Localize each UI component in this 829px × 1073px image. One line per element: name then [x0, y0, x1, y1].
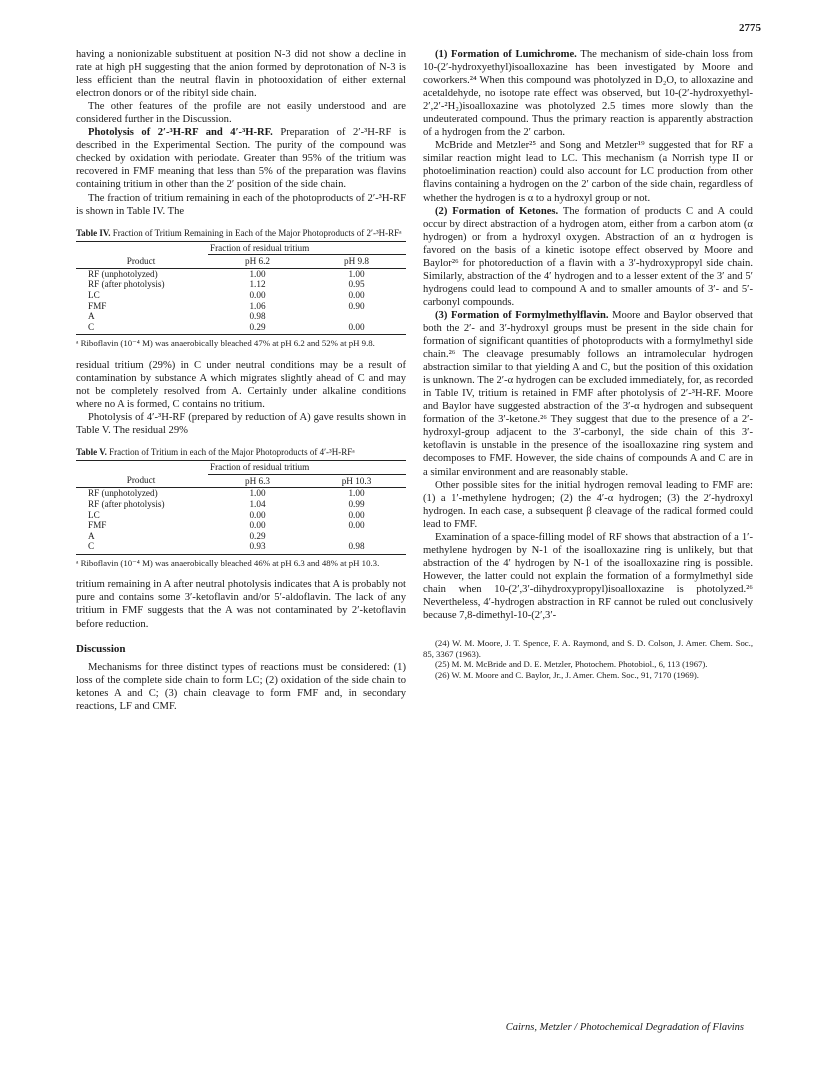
paragraph: having a nonionizable substituent at position N-3 did not show a decline in rate at high pH suggesting that the anion formed by deprotonation of N-3 is less efficient than the neutral flavin in photooxidation of either external electron donors or of the ribityl side chain. — [76, 49, 406, 100]
paragraph: tritium remaining in A after neutral photolysis indicates that A is probably not pure and contains some 3′-ketoflavin and/or 5′-aldoflavin. The lack of any tritium in FMF suggests that the A was not contaminated by 2′-ketoflavin before reduction. — [76, 579, 406, 630]
paragraph-text: The mechanism of side-chain loss from 10-(2′-hydroxyethyl)isoalloxazine has been investigated by Moore and coworkers.²⁴ When this compound was photolyzed in D₂O, to alloxazine and acetaldehyde, no isotope rate effect was observed, but 10-(2′-hydroxyethyl-2′,2′-²H₂)isoalloxazine was photolyzed 2.5 times more slowly than the undeuterated compound. Thus the primary reaction is apparently abstraction of a hydrogen from the 2′ carbon. — [423, 49, 753, 139]
table-row — [76, 510, 406, 521]
paragraph-text: The formation of products C and A could occur by direct abstraction of a hydrogen atom, either from a carbon atom (α hydrogen) or from a hydroxyl oxygen. Abstraction of an α hydrogen is favored on the basis of a kinetic isotope effect observed by Moore and Baylor²⁶ for photoreduction of a flavin with a 3′-hydroxypropyl side chain. Similarly, abstraction of the 4′ hydrogen and to a lesser extent of the 3′ and 5′ hydrogens could lead to compound A and to smaller amounts of 3′- and 5′-carbonyl compounds. — [423, 205, 753, 308]
table-caption — [76, 447, 406, 458]
left-column — [76, 48, 406, 713]
table — [76, 241, 406, 336]
table-header: Product — [76, 474, 208, 488]
paragraph — [76, 126, 406, 191]
table-row — [76, 290, 406, 301]
table-cell: 1.00 — [249, 268, 266, 279]
table-row — [76, 279, 406, 290]
table-cell: C — [76, 541, 208, 554]
table-footnote: ᵃ Riboflavin (10⁻⁴ M) was anaerobically bleached 46% at pH 6.3 and 48% at pH 10.3. — [76, 557, 380, 568]
table-cell: 1.00 — [348, 488, 365, 499]
references — [423, 638, 753, 680]
paragraph: McBride and Metzler²⁵ and Song and Metzler¹⁹ suggested that for RF a similar reaction might lead to LC. This mechanism (a Norrish type II or photoelimination reaction) could also account for LC production from other flavins containing a hydrogen on the 2′ carbon of the side chain, regardless of whether the hydrogen is α to a hydroxyl group or not. — [423, 140, 753, 204]
table-cell: 0.93 — [208, 541, 307, 554]
table-cell: 1.04 — [249, 498, 266, 509]
table-row — [76, 520, 406, 531]
table-header-group: Fraction of residual tritium — [208, 241, 406, 255]
paragraph — [423, 205, 753, 309]
page-footer: Cairns, Metzler / Photochemical Degradation of Flavins — [505, 1022, 744, 1033]
page-number: 2775 — [739, 22, 761, 34]
table-label: Table V. — [76, 447, 107, 458]
table-header: pH 6.2 — [208, 255, 307, 269]
table-header: Product — [76, 255, 208, 269]
paragraph-text: Moore and Baylor observed that both the 2′- and 3′-hydroxyl groups must be present in the side chain for formation of significant quantities of photoproducts with a formylmethyl side chain.²⁶ The cleavage presumably follows an intramolecular hydrogen abstraction similar to that yielding A and C, but the position of this oxidation is unknown. The 2′-α hydrogen can be excluded immediately, for, as recorded in Table IV, tritium is retained in FMF after photolysis of 2′-³H-RF. Moore and Baylor have suggested abstraction of the 3′-α hydrogen and subsequent formation of the 3′-ketone.²⁶ They suggest that due to the presence of a 2′-hydroxyl-group adjacent to the 3′-carbonyl, the side chain of this 3′-ketoflavin is unstable in the presence of the isoalloxazine ring system and decomposes to FMF. However, the side chains of compounds A and C are in a similar environment and are reasonably stable. — [423, 309, 753, 478]
table-cell: 0.29 — [208, 322, 307, 335]
table-cell: 0.00 — [249, 509, 266, 520]
table-label: Table IV. — [76, 227, 111, 238]
paragraph: Other possible sites for the initial hydrogen removal leading to FMF are: (1) a 1′-methylene hydrogen; (2) the 4′-α hydrogen; (3) the 2′-hydroxyl hydrogen. In each case, a subsequent β cleavage of the radical formed could lead to FMF. — [423, 479, 753, 530]
table-row — [76, 268, 406, 279]
table-cell: 0.95 — [348, 279, 365, 290]
table-cell: 0.90 — [348, 300, 365, 311]
paragraph: Photolysis of 4′-³H-RF (prepared by reduction of A) gave results shown in Table V. The residual 29% — [76, 412, 406, 437]
table-header: pH 6.3 — [208, 474, 307, 488]
subsection-heading: (3) Formation of Formylmethylflavin. — [435, 309, 609, 321]
table-cell: LC — [88, 509, 100, 520]
table-cell: A — [88, 311, 95, 322]
table-cell: 1.00 — [249, 488, 266, 499]
reference-item: (26) W. M. Moore and C. Baylor, Jr., J. Amer. Chem. Soc., 91, 7170 (1969). — [435, 669, 699, 680]
table-iv — [76, 228, 406, 349]
table-v — [76, 447, 406, 568]
table-cell — [307, 531, 406, 542]
paragraph: residual tritium (29%) in C under neutral conditions may be a result of contamination by substance A which migrates slightly ahead of C and may not be completely resolved from A. Certainly under alkaline conditions where no A is formed, C contains no tritium. — [76, 359, 406, 410]
table-row — [76, 301, 406, 312]
table-cell: 0.99 — [348, 498, 365, 509]
table-header-group: Fraction of residual tritium — [208, 461, 406, 475]
table-cell: 0.00 — [348, 509, 365, 520]
table-cell: RF (after photolysis) — [88, 498, 165, 509]
paragraph: The other features of the profile are not easily understood and are considered further in the Discussion. — [76, 101, 406, 126]
table — [76, 460, 406, 555]
reference-item: (25) M. M. McBride and D. E. Metzler, Photochem. Photobiol., 6, 113 (1967). — [435, 659, 708, 670]
table-cell: 0.00 — [249, 289, 266, 300]
subsection-heading: (1) Formation of Lumichrome. — [435, 49, 577, 60]
paragraph-text: Preparation of 2′-³H-RF is described in the Experimental Section. The purity of the compound was checked by oxidation with periodate. Greater than 95% of the tritium was recovered in FMF meaning that less than 5% of the preparation was flavins containing tritium in other than the 2′ position of the side chain. — [76, 127, 406, 191]
paragraph: Examination of a space-filling model of RF shows that abstraction of a 1′-methylene hydrogen by N-1 of the isoalloxazine ring is unlikely, but that abstraction of the 4′ hydrogen by N-1 of the isoalloxazine ring is possible. However, the latter could not explain the formation of a formylmethyl side chain when 10-(2′,3′-dihydroxypropyl)isoalloxazine is photolyzed.²⁶ Nevertheless, 4′-hydrogen abstraction in RF cannot be ruled out conclusively because 7,8-dimethyl-10-(2′,3′- — [423, 531, 753, 622]
reference-item: (24) W. M. Moore, J. T. Spence, F. A. Raymond, and S. D. Colson, J. Amer. Chem. Soc., 85, 3367 (1963). — [423, 638, 753, 659]
table-cell: RF (after photolysis) — [88, 279, 165, 290]
table-cell: 0.00 — [249, 520, 266, 531]
subsection-heading: (2) Formation of Ketones. — [435, 205, 559, 217]
table-header: pH 9.8 — [307, 255, 406, 269]
table-cell: LC — [88, 289, 100, 300]
table-row — [76, 499, 406, 510]
table-cell: 0.00 — [307, 322, 406, 335]
paragraph: Mechanisms for three distinct types of reactions must be considered: (1) loss of the complete side chain to form LC; (2) oxidation of the side chain to ketones A and C; (3) chain cleavage to form FMF and, in secondary reactions, LF and CMF. — [76, 661, 406, 712]
paragraph: The fraction of tritium remaining in each of the photoproducts of 2′-³H-RF is shown in Table IV. The — [76, 192, 406, 217]
table-caption-text: Fraction of Tritium Remaining in Each of the Major Photoproducts of 2′-³H-RFᵃ — [112, 227, 402, 238]
table-cell: 0.00 — [348, 520, 365, 531]
subsection-heading: Photolysis of 2′-³H-RF and 4′-³H-RF. — [88, 127, 273, 139]
table-row — [76, 531, 406, 542]
table-header: pH 10.3 — [307, 474, 406, 488]
table-row — [76, 311, 406, 322]
table-cell: 1.06 — [249, 300, 266, 311]
table-cell: FMF — [88, 300, 107, 311]
table-cell: RF (unphotolyzed) — [88, 268, 158, 279]
table-cell: C — [76, 322, 208, 335]
table-caption-text: Fraction of Tritium in each of the Major Photoproducts of 4′-³H-RFᵃ — [109, 447, 355, 458]
table-cell: RF (unphotolyzed) — [88, 488, 158, 499]
table-cell: 1.00 — [348, 268, 365, 279]
table-cell — [307, 311, 406, 322]
table-header — [76, 241, 208, 255]
table-row — [76, 488, 406, 499]
table-cell: A — [88, 530, 95, 541]
table-header — [76, 461, 208, 475]
table-cell: 0.98 — [249, 311, 266, 322]
section-heading: Discussion — [76, 642, 126, 655]
paragraph — [423, 309, 753, 479]
paragraph — [423, 48, 753, 139]
table-row — [76, 322, 406, 335]
table-row — [76, 541, 406, 554]
table-cell: FMF — [88, 520, 107, 531]
table-cell: 1.12 — [249, 279, 266, 290]
right-column — [423, 48, 753, 680]
table-cell: 0.00 — [348, 289, 365, 300]
table-caption — [76, 228, 406, 239]
table-cell: 0.29 — [249, 530, 266, 541]
table-footnote: ᵃ Riboflavin (10⁻⁴ M) was anaerobically bleached 47% at pH 6.2 and 52% at pH 9.8. — [76, 338, 375, 349]
table-cell: 0.98 — [307, 541, 406, 554]
